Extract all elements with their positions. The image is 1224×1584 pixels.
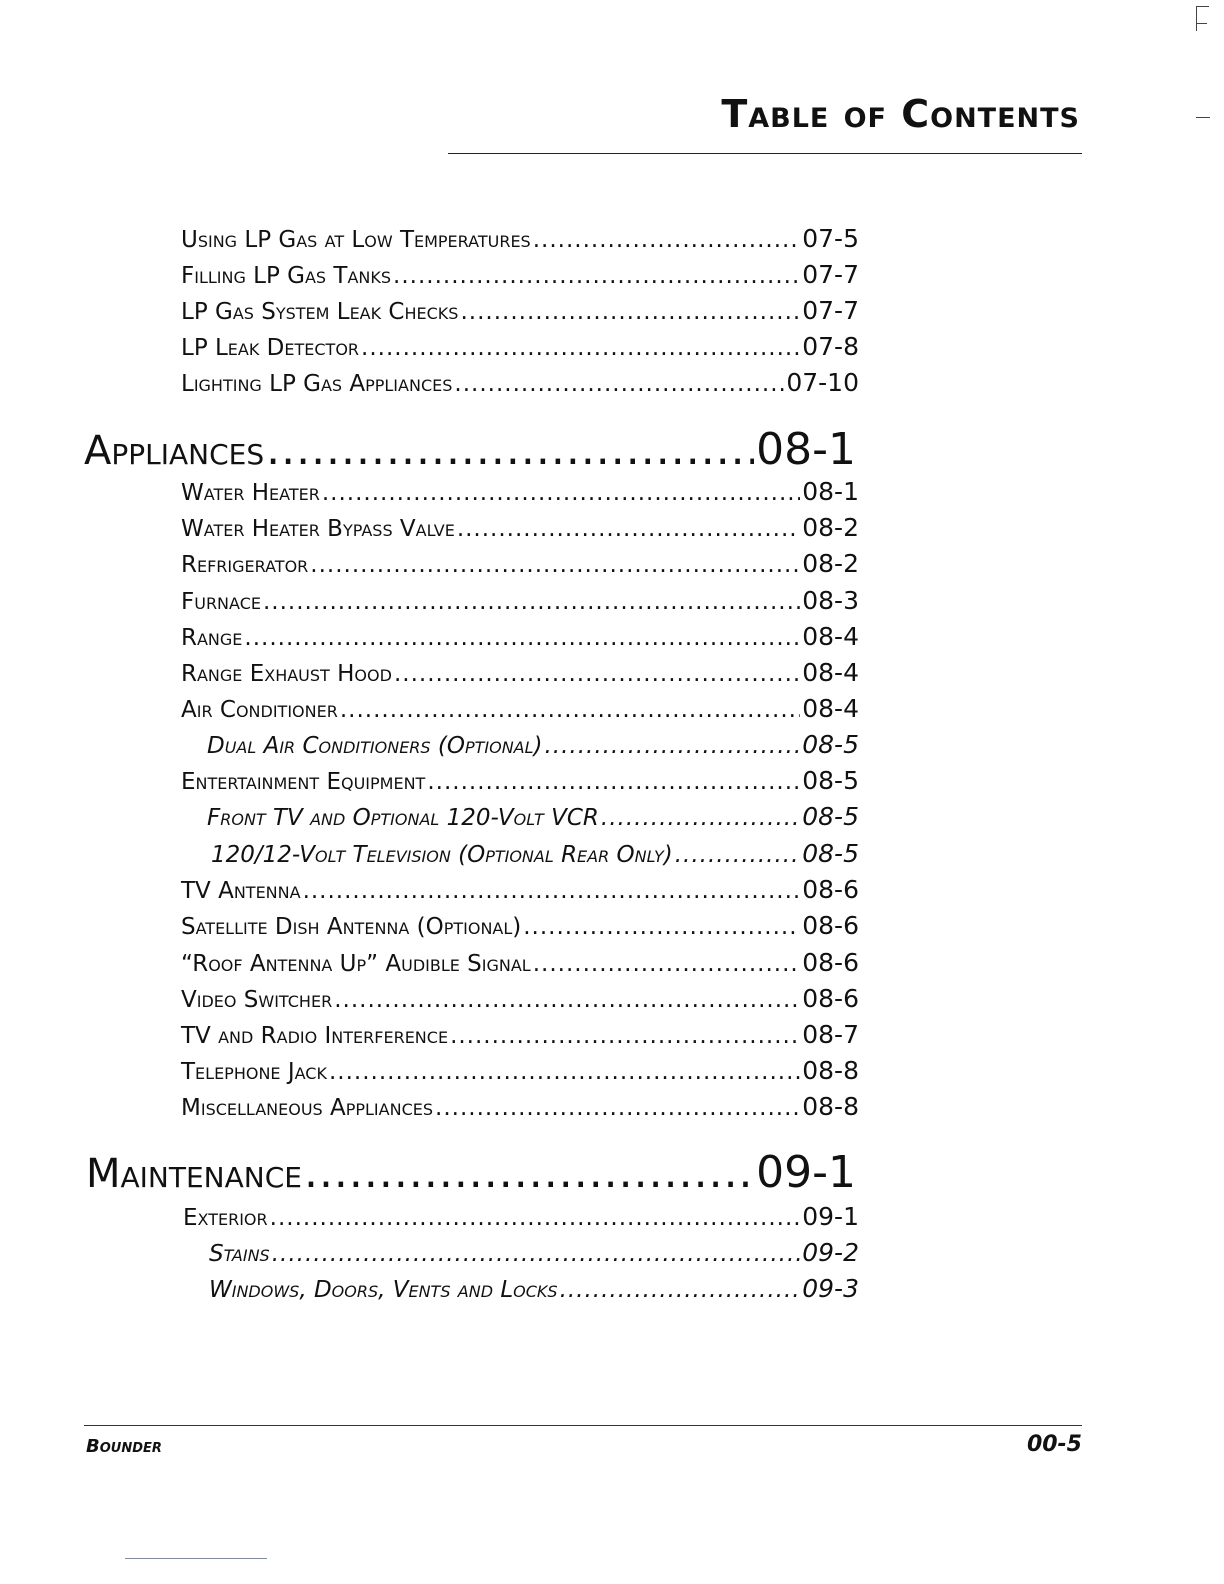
toc-entry-label: Water Heater Bypass Valve — [181, 516, 455, 542]
leader-dots — [393, 259, 800, 293]
leader-dots — [310, 548, 800, 582]
toc-section — [86, 1145, 856, 1201]
toc-entry-page: 08-5 — [802, 802, 859, 831]
leader-dots — [244, 621, 800, 655]
toc-entry-label: TV Antenna — [181, 878, 301, 904]
toc-entry-label: Video Switcher — [181, 987, 333, 1013]
toc-subentry — [209, 1272, 859, 1306]
toc-entry — [181, 584, 859, 618]
toc-entry-label: Stains — [209, 1241, 270, 1267]
toc-entry-label: Air Conditioner — [181, 697, 338, 723]
toc-entry — [181, 330, 859, 364]
toc-entry-page: 07-7 — [802, 260, 859, 289]
toc-entry-label: Range — [181, 625, 243, 651]
toc-entry-label: Exterior — [183, 1205, 268, 1231]
toc-entry-page: 09-3 — [802, 1274, 859, 1303]
footer-brand: Bounder — [86, 1436, 162, 1457]
page-title: Table of Contents — [721, 92, 1080, 136]
leader-dots — [266, 422, 754, 478]
leader-dots — [601, 801, 800, 835]
toc-entry — [181, 873, 859, 907]
toc-entry-label: Range Exhaust Hood — [181, 661, 392, 687]
leader-dots — [454, 367, 784, 401]
leader-dots — [675, 838, 801, 872]
toc-section-page: 09-1 — [756, 1147, 856, 1198]
leader-dots — [322, 476, 800, 510]
toc-entry — [181, 475, 859, 509]
toc-entry — [181, 222, 859, 256]
leader-dots — [263, 585, 800, 619]
toc-entry — [181, 366, 859, 400]
toc-entry — [181, 511, 859, 545]
toc-entry-page: 07-10 — [786, 368, 859, 397]
toc-entry — [181, 294, 859, 328]
toc-entry-label: Filling LP Gas Tanks — [181, 263, 392, 289]
toc-entry-page: 08-5 — [802, 839, 859, 868]
toc-entry-page: 08-7 — [802, 1020, 859, 1049]
toc-entry — [181, 656, 859, 690]
toc-entry-page: 08-6 — [802, 984, 859, 1013]
toc-section-page: 08-1 — [756, 424, 856, 475]
toc-entry-page: 09-1 — [802, 1202, 859, 1231]
leader-dots — [435, 1091, 800, 1125]
toc-section-label: Appliances — [84, 428, 265, 474]
toc-entry — [181, 547, 859, 581]
toc-entry-label: Furnace — [181, 589, 261, 615]
toc-subentry — [207, 728, 859, 762]
toc-entry-page: 08-6 — [802, 875, 859, 904]
toc-entry-label: Refrigerator — [181, 552, 309, 578]
toc-entry — [181, 1018, 859, 1052]
toc-entry-label: Water Heater — [181, 480, 320, 506]
toc-entry-page: 08-4 — [802, 622, 859, 651]
toc-entry-label: “Roof Antenna Up” Audible Signal — [181, 951, 531, 977]
toc-entry-label: Miscellaneous Appliances — [181, 1095, 434, 1121]
toc-entry — [181, 764, 859, 798]
toc-entry-label: Satellite Dish Antenna (Optional) — [181, 914, 522, 940]
toc-entry-label: 120/12-Volt Television (Optional Rear Only) — [211, 842, 673, 868]
toc-entry — [181, 258, 859, 292]
toc-entry-page: 08-2 — [802, 513, 859, 542]
leader-dots — [329, 1055, 800, 1089]
toc-entry-page: 07-5 — [802, 224, 859, 253]
leader-dots — [334, 983, 800, 1017]
toc-entry-page: 09-2 — [802, 1238, 859, 1267]
toc-entry-page: 07-8 — [802, 332, 859, 361]
toc-entry-page: 08-2 — [802, 549, 859, 578]
toc-entry — [181, 692, 859, 726]
toc-entry-label: TV and Radio Interference — [181, 1023, 449, 1049]
toc-entry-page: 08-6 — [802, 911, 859, 940]
footer-page-number: 00-5 — [1026, 1432, 1082, 1457]
toc-entry-label: LP Gas System Leak Checks — [181, 299, 459, 325]
leader-dots — [303, 874, 801, 908]
scan-edge-line — [125, 1558, 267, 1559]
toc-subentry — [209, 1236, 859, 1270]
toc-entry-page: 08-5 — [802, 730, 859, 759]
toc-subentry — [207, 800, 859, 834]
toc-entry-label: Using LP Gas at Low Temperatures — [181, 227, 531, 253]
toc-section — [84, 422, 856, 478]
leader-dots — [533, 223, 801, 257]
toc-subentry — [211, 837, 859, 871]
leader-dots — [340, 693, 800, 727]
toc-entry-label: Entertainment Equipment — [181, 769, 426, 795]
leader-dots — [427, 765, 800, 799]
toc-entry-page: 08-1 — [802, 477, 859, 506]
toc-entry-page: 08-3 — [802, 586, 859, 615]
toc-entry-label: Windows, Doors, Vents and Locks — [209, 1277, 558, 1303]
toc-entry-label: Telephone Jack — [181, 1059, 327, 1085]
toc-entry-label: Dual Air Conditioners (Optional) — [207, 733, 543, 759]
leader-dots — [394, 657, 800, 691]
toc-entry — [181, 1090, 859, 1124]
toc-section-label: Maintenance — [86, 1151, 302, 1197]
toc-entry-page: 08-4 — [802, 658, 859, 687]
toc-entry — [181, 909, 859, 943]
leader-dots — [361, 331, 800, 365]
leader-dots — [272, 1237, 801, 1271]
leader-dots — [523, 910, 800, 944]
toc-entry — [183, 1200, 859, 1234]
toc-entry-page: 08-5 — [802, 766, 859, 795]
toc-entry-page: 07-7 — [802, 296, 859, 325]
leader-dots — [450, 1019, 800, 1053]
toc-entry — [181, 946, 859, 980]
toc-entry — [181, 620, 859, 654]
toc-entry — [181, 982, 859, 1016]
toc-entry-label: Front TV and Optional 120-Volt VCR — [207, 805, 599, 831]
leader-dots — [460, 295, 800, 329]
toc-entry-page: 08-4 — [802, 694, 859, 723]
leader-dots — [533, 947, 801, 981]
leader-dots — [560, 1273, 801, 1307]
leader-dots — [545, 729, 801, 763]
leader-dots — [457, 512, 800, 546]
toc-entry-page: 08-6 — [802, 948, 859, 977]
toc-entry-page: 08-8 — [802, 1056, 859, 1085]
leader-dots — [304, 1145, 754, 1201]
toc-entry-page: 08-8 — [802, 1092, 859, 1121]
toc-entry-label: LP Leak Detector — [181, 335, 360, 361]
footer-rule — [84, 1425, 1082, 1426]
toc-entry — [181, 1054, 859, 1088]
leader-dots — [270, 1201, 801, 1235]
toc-entry-label: Lighting LP Gas Appliances — [181, 371, 453, 397]
